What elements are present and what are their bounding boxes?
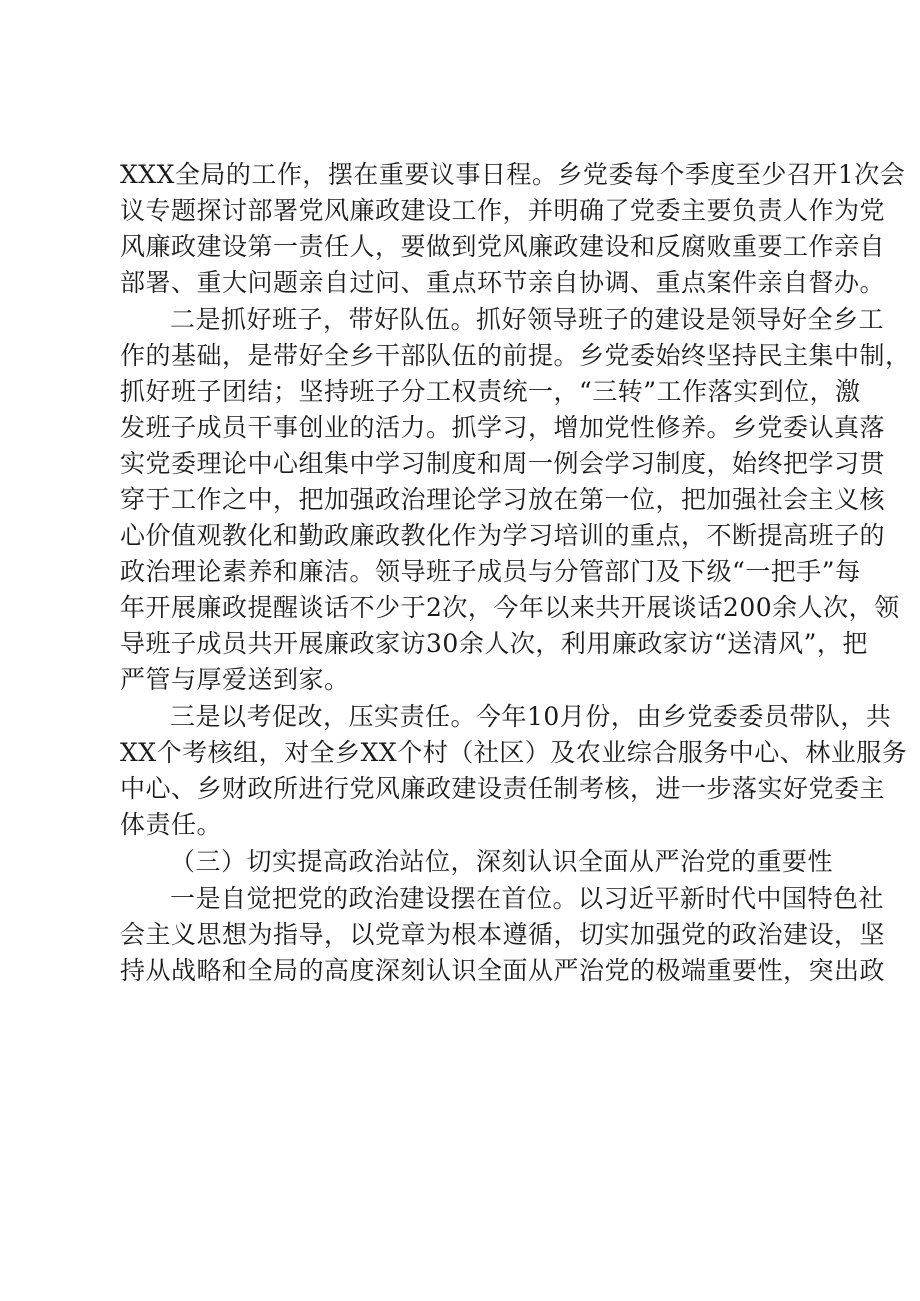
text-line: 持从战略和全局的高度深刻认识全面从严治党的极端重要性，突出政 <box>120 956 886 985</box>
text-line: 三是以考促改，压实责任。今年10月份，由乡党委委员带队，共 <box>170 702 892 731</box>
text-line: 一是自觉把党的政治建设摆在首位。以习近平新时代中国特色社 <box>170 884 885 913</box>
text-line: 部署、重大问题亲自过问、重点环节亲自协调、重点案件亲自督办。 <box>120 268 886 297</box>
text-line: 政治理论素养和廉洁。领导班子成员与分管部门及下级“一把手”每 <box>120 557 861 586</box>
paragraph-team-building <box>120 302 911 698</box>
text-line: 年开展廉政提醒谈话不少于2次，今年以来共开展谈话200余人次，领 <box>120 593 900 622</box>
text-line: 会主义思想为指导，以党章为根本遵循，切实加强党的政治建设，坚 <box>120 920 886 949</box>
text-line: 导班子成员共开展廉政家访30余人次，利用廉政家访“送清风”，把 <box>120 629 868 658</box>
text-line: 发班子成员干事创业的活力。抓学习，增加党性修养。乡党委认真落 <box>120 413 886 442</box>
text-line: 抓好班子团结；坚持班子分工权责统一，“三转”工作落实到位，激 <box>120 377 861 406</box>
text-line: XX个考核组，对全乡XX个村（社区）及农业综合服务中心、林业服务 <box>120 738 908 767</box>
text-line: XXX全局的工作，摆在重要议事日程。乡党委每个季度至少召开1次会 <box>120 160 906 189</box>
paragraph-continuation <box>120 157 906 301</box>
paragraph-political-building <box>120 881 886 989</box>
text-line: 风廉政建设第一责任人，要做到党风廉政建设和反腐败重要工作亲自 <box>120 232 886 261</box>
text-line: 作的基础，是带好全乡干部队伍的前提。乡党委始终坚持民主集中制， <box>120 341 911 370</box>
text-line: 严管与厚爱送到家。 <box>120 665 350 694</box>
text-line: 议专题探讨部署党风廉政建设工作，并明确了党委主要负责人作为党 <box>120 196 886 225</box>
text-line: 二是抓好班子，带好队伍。抓好领导班子的建设是领导好全乡工 <box>170 305 885 334</box>
paragraph-assessment <box>120 699 908 843</box>
text-line: 中心、乡财政所进行党风廉政建设责任制考核，进一步落实好党委主 <box>120 774 886 803</box>
document-body <box>120 157 911 990</box>
text-line: 穿于工作之中，把加强政治理论学习放在第一位，把加强社会主义核 <box>120 485 886 514</box>
text-line: 心价值观教化和勤政廉政教化作为学习培训的重点，不断提高班子的 <box>120 521 886 550</box>
text-line: 体责任。 <box>120 810 223 839</box>
section-heading <box>120 844 834 880</box>
text-line: 实党委理论中心组集中学习制度和周一例会学习制度，始终把学习贯 <box>120 449 886 478</box>
heading-line: （三）切实提高政治站位，深刻认识全面从严治党的重要性 <box>170 847 834 876</box>
